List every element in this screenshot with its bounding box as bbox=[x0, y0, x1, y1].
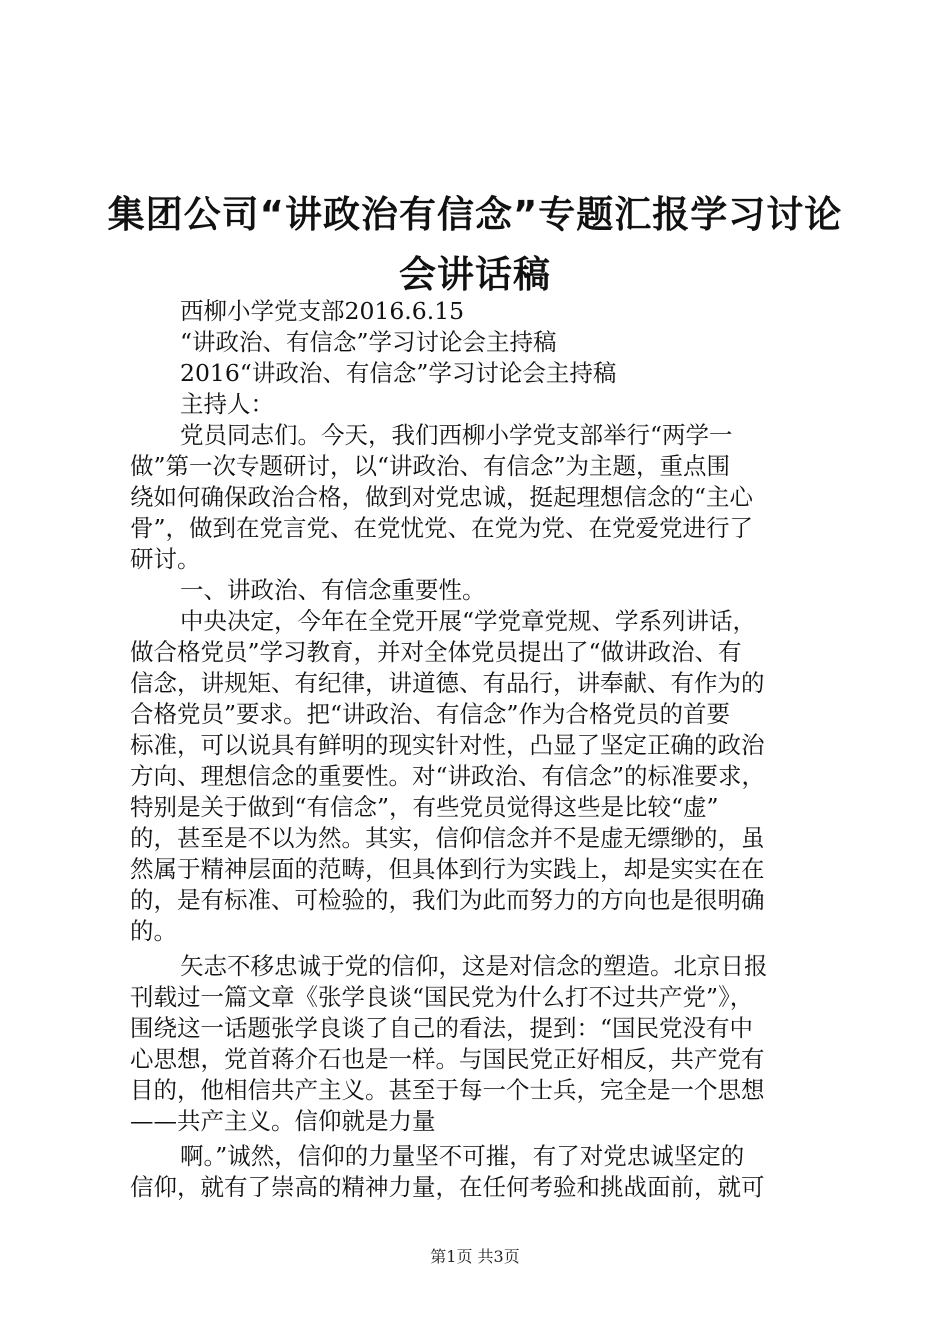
paragraph-line: 信念，讲规矩、有纪律，讲道德、有品行，讲奉献、有作为的 bbox=[130, 669, 765, 697]
paragraph-line: 方向、理想信念的重要性。对“讲政治、有信念”的标准要求， bbox=[130, 762, 766, 790]
paragraph-line: 党员同志们。今天，我们西柳小学党支部举行“两学一 bbox=[180, 421, 733, 449]
paragraph-line: 做”第一次专题研讨，以“讲政治、有信念”为主题，重点围 bbox=[130, 452, 731, 480]
paragraph-line: 啊。”诚然，信仰的力量坚不可摧，有了对党忠诚坚定的 bbox=[180, 1142, 745, 1170]
paragraph-line: 然属于精神层面的范畴，但具体到行为实践上，却是实实在在 bbox=[130, 855, 765, 883]
paragraph-line: 合格党员”要求。把“讲政治、有信念”作为合格党员的首要 bbox=[130, 700, 731, 728]
paragraph-line: 标准，可以说具有鲜明的现实针对性，凸显了坚定正确的政治 bbox=[130, 731, 765, 759]
header-line-subtitle: “讲政治、有信念”学习讨论会主持稿 bbox=[180, 328, 557, 356]
header-line-author-date: 西柳小学党支部2016.6.15 bbox=[180, 297, 465, 325]
paragraph-line: 做合格党员”学习教育，并对全体党员提出了“做讲政治、有 bbox=[130, 638, 742, 666]
paragraph-line: ——共产主义。信仰就是力量 bbox=[130, 1107, 436, 1135]
paragraph-line: 信仰，就有了崇高的精神力量，在任何考验和挑战面前，就可 bbox=[130, 1173, 765, 1201]
header-line-host: 主持人： bbox=[180, 390, 274, 418]
paragraph-line: 的。 bbox=[130, 917, 177, 945]
paragraph-line: 的，是有标准、可检验的，我们为此而努力的方向也是很明确 bbox=[130, 886, 765, 914]
header-line-subtitle-2016: 2016“讲政治、有信念”学习讨论会主持稿 bbox=[180, 359, 617, 387]
paragraph-line: 绕如何确保政治合格，做到对党忠诚，挺起理想信念的“主心 bbox=[130, 483, 754, 511]
paragraph-line: 研讨。 bbox=[130, 545, 201, 573]
document-title-line-1: 集团公司“讲政治有信念”专题汇报学习讨论 bbox=[107, 193, 843, 236]
paragraph-line: 目的，他相信共产主义。甚至于每一个士兵，完全是一个思想 bbox=[130, 1076, 765, 1104]
paragraph-line: 刊载过一篇文章《张学良谈“国民党为什么打不过共产党”》， bbox=[130, 983, 754, 1011]
document-body bbox=[130, 296, 830, 1203]
paragraph-line: 心思想，党首蒋介石也是一样。与国民党正好相反，共产党有 bbox=[130, 1045, 765, 1073]
paragraph-line: 骨”，做到在党言党、在党忧党、在党为党、在党爱党进行了 bbox=[130, 514, 754, 542]
paragraph-line: 矢志不移忠诚于党的信仰，这是对信念的塑造。北京日报 bbox=[180, 952, 768, 980]
page-number-footer: 第1页 共3页 bbox=[430, 1247, 520, 1266]
section-heading: 一、讲政治、有信念重要性。 bbox=[180, 576, 486, 604]
paragraph-line: 围绕这一话题张学良谈了自己的看法，提到：“国民党没有中 bbox=[130, 1014, 754, 1042]
document-title-line-2: 会讲话稿 bbox=[399, 253, 551, 296]
paragraph-line: 中央决定，今年在全党开展“学党章党规、学系列讲话， bbox=[180, 607, 757, 635]
paragraph-line: 特别是关于做到“有信念”，有些党员觉得这些是比较“虚” bbox=[130, 793, 719, 821]
paragraph-line: 的，甚至是不以为然。其实，信仰信念并不是虚无缥缈的，虽 bbox=[130, 824, 765, 852]
